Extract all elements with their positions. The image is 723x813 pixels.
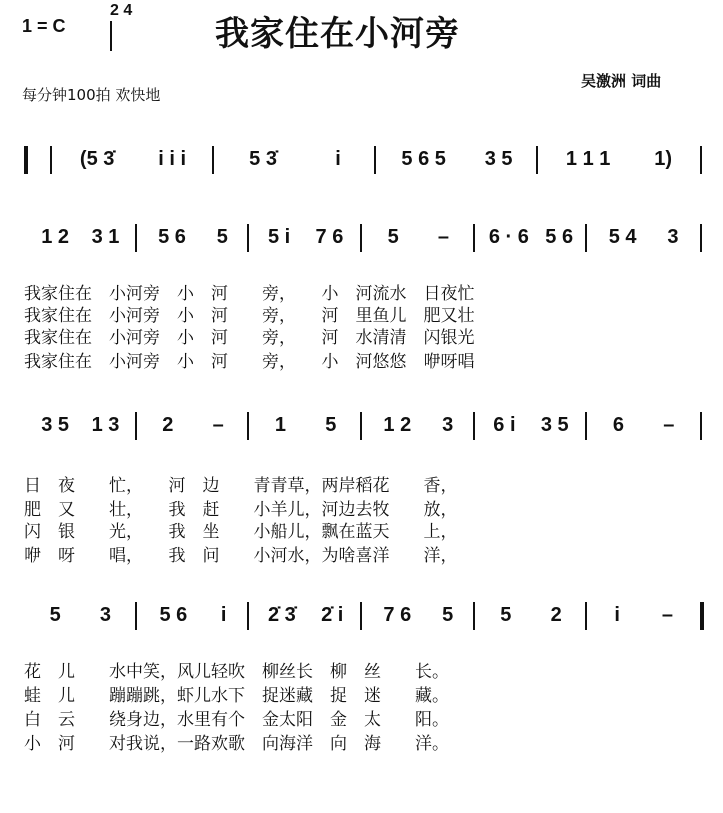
time-signature <box>110 2 133 20</box>
measure <box>368 412 469 442</box>
measure <box>255 412 356 442</box>
key-signature: 1 = C <box>22 16 66 36</box>
barline <box>536 146 538 174</box>
beat: 1 2 <box>383 414 412 436</box>
barline <box>50 146 52 174</box>
barline <box>700 224 702 252</box>
beat: 1 3 <box>91 414 120 436</box>
beat: 6 <box>612 414 625 436</box>
barline <box>135 224 137 252</box>
beat: 5 4 <box>608 226 637 248</box>
song-title: 我家住在小河旁 <box>215 14 460 54</box>
lyric-line: 闪 银 光， 我 坐 小船儿，飘在蓝天 上， <box>24 522 458 542</box>
beat: 3 5 <box>540 414 569 436</box>
barline <box>135 602 137 630</box>
beat: – <box>661 604 673 626</box>
lyric-line: 我家住在 小河旁 小 河 旁， 河 里鱼儿 肥又壮 <box>24 306 475 326</box>
measure <box>58 146 208 176</box>
measure <box>143 602 244 632</box>
barline <box>360 412 362 440</box>
measure <box>382 146 532 176</box>
measure <box>368 224 469 254</box>
barline <box>473 412 475 440</box>
beat: i i i <box>158 148 187 170</box>
measure <box>143 412 244 442</box>
beat: 3 1 <box>91 226 120 248</box>
beat: 2̇ 3̇ <box>267 604 296 626</box>
beat: 3 <box>99 604 112 626</box>
measure <box>481 412 582 442</box>
lyric-line: 咿 呀 唱， 我 问 小河水，为啥喜洋 洋， <box>24 546 458 566</box>
measure <box>30 602 131 632</box>
measure <box>30 224 131 254</box>
lyric-line: 蛙 儿 蹦蹦跳，虾儿水下 捉迷藏 捉 迷 藏。 <box>24 686 449 706</box>
beat: 6 i <box>493 414 516 436</box>
lyric-line: 我家住在 小河旁 小 河 旁， 河 水清清 闪银光 <box>24 328 475 348</box>
lyric-line: 白 云 绕身边，水里有个 金太阳 金 太 阳。 <box>24 710 449 730</box>
beat: 3 <box>667 226 679 248</box>
barline <box>585 602 587 630</box>
lyric-line: 日 夜 忙， 河 边 青青草，两岸稻花 香， <box>24 476 458 496</box>
beat: 6 · 6 <box>488 226 529 248</box>
beat: 5 6 <box>159 604 188 626</box>
repeat-start-barline <box>24 146 28 174</box>
measure <box>481 602 582 632</box>
barline <box>360 224 362 252</box>
composer-credit: 吴激洲 词曲 <box>581 72 662 90</box>
beat: 1 <box>274 414 287 436</box>
tempo-marking: 每分钟100拍 欢快地 <box>22 86 161 104</box>
beat: 3 5 <box>484 148 513 170</box>
barline <box>585 412 587 440</box>
beat: 5 <box>325 414 337 436</box>
beat: 2 <box>550 604 562 626</box>
measure <box>481 224 582 254</box>
beat: 5 <box>500 604 512 626</box>
measure <box>255 224 356 254</box>
beat: 5 6 <box>545 226 574 248</box>
measure <box>255 602 356 632</box>
beat: (5 3̇ <box>79 148 115 170</box>
beat: 5 <box>442 604 454 626</box>
barline <box>247 224 249 252</box>
beat: – <box>437 226 450 248</box>
lyric-line: 花 儿 水中笑，风儿轻吹 柳丝长 柳 丝 长。 <box>24 662 449 682</box>
barline <box>700 602 704 630</box>
measure <box>30 412 131 442</box>
measure <box>593 224 694 254</box>
barline <box>374 146 376 174</box>
lyric-line: 我家住在 小河旁 小 河 旁， 小 河悠悠 咿呀唱 <box>24 352 475 372</box>
time-signature-top: 2 <box>110 2 119 19</box>
beat: – <box>212 414 224 436</box>
beat: 7 6 <box>383 604 412 626</box>
time-signature-bottom: 4 <box>123 2 133 19</box>
beat: 7 6 <box>315 226 344 248</box>
measure <box>593 412 694 442</box>
measure <box>544 146 694 176</box>
measure <box>143 224 244 254</box>
barline <box>700 146 702 174</box>
beat: 3 <box>442 414 454 436</box>
beat: 2̇ i <box>321 604 344 626</box>
beat: i <box>220 604 227 626</box>
lyric-line: 肥 又 壮， 我 赶 小羊儿，河边去牧 放， <box>24 500 458 520</box>
beat: 5 6 5 <box>401 148 446 170</box>
beat: 5 3̇ <box>249 148 277 170</box>
barline <box>473 224 475 252</box>
beat: 1 2 <box>41 226 70 248</box>
measure <box>593 602 694 632</box>
barline <box>585 224 587 252</box>
beat: 5 6 <box>158 226 186 248</box>
barline <box>360 602 362 630</box>
beat: i <box>614 604 620 626</box>
barline <box>212 146 214 174</box>
beat: 1 1 1 <box>565 148 611 170</box>
lyric-line: 小 河 对我说，一路欢歌 向海洋 向 海 洋。 <box>24 734 449 754</box>
barline <box>700 412 702 440</box>
barline <box>473 602 475 630</box>
barline <box>247 602 249 630</box>
beat: 5 <box>49 604 61 626</box>
lyric-line: 我家住在 小河旁 小 河 旁， 小 河流水 日夜忙 <box>24 284 475 304</box>
beat: i <box>335 148 341 170</box>
measure <box>220 146 370 176</box>
measure <box>368 602 469 632</box>
beat: – <box>663 414 675 436</box>
barline <box>247 412 249 440</box>
beat: 3 5 <box>41 414 70 436</box>
beat: 2 <box>162 414 174 436</box>
beat: 5 <box>216 226 228 248</box>
barline <box>135 412 137 440</box>
beat: 5 i <box>267 226 291 248</box>
beat: 5 <box>387 226 399 248</box>
beat: 1) <box>654 148 673 170</box>
